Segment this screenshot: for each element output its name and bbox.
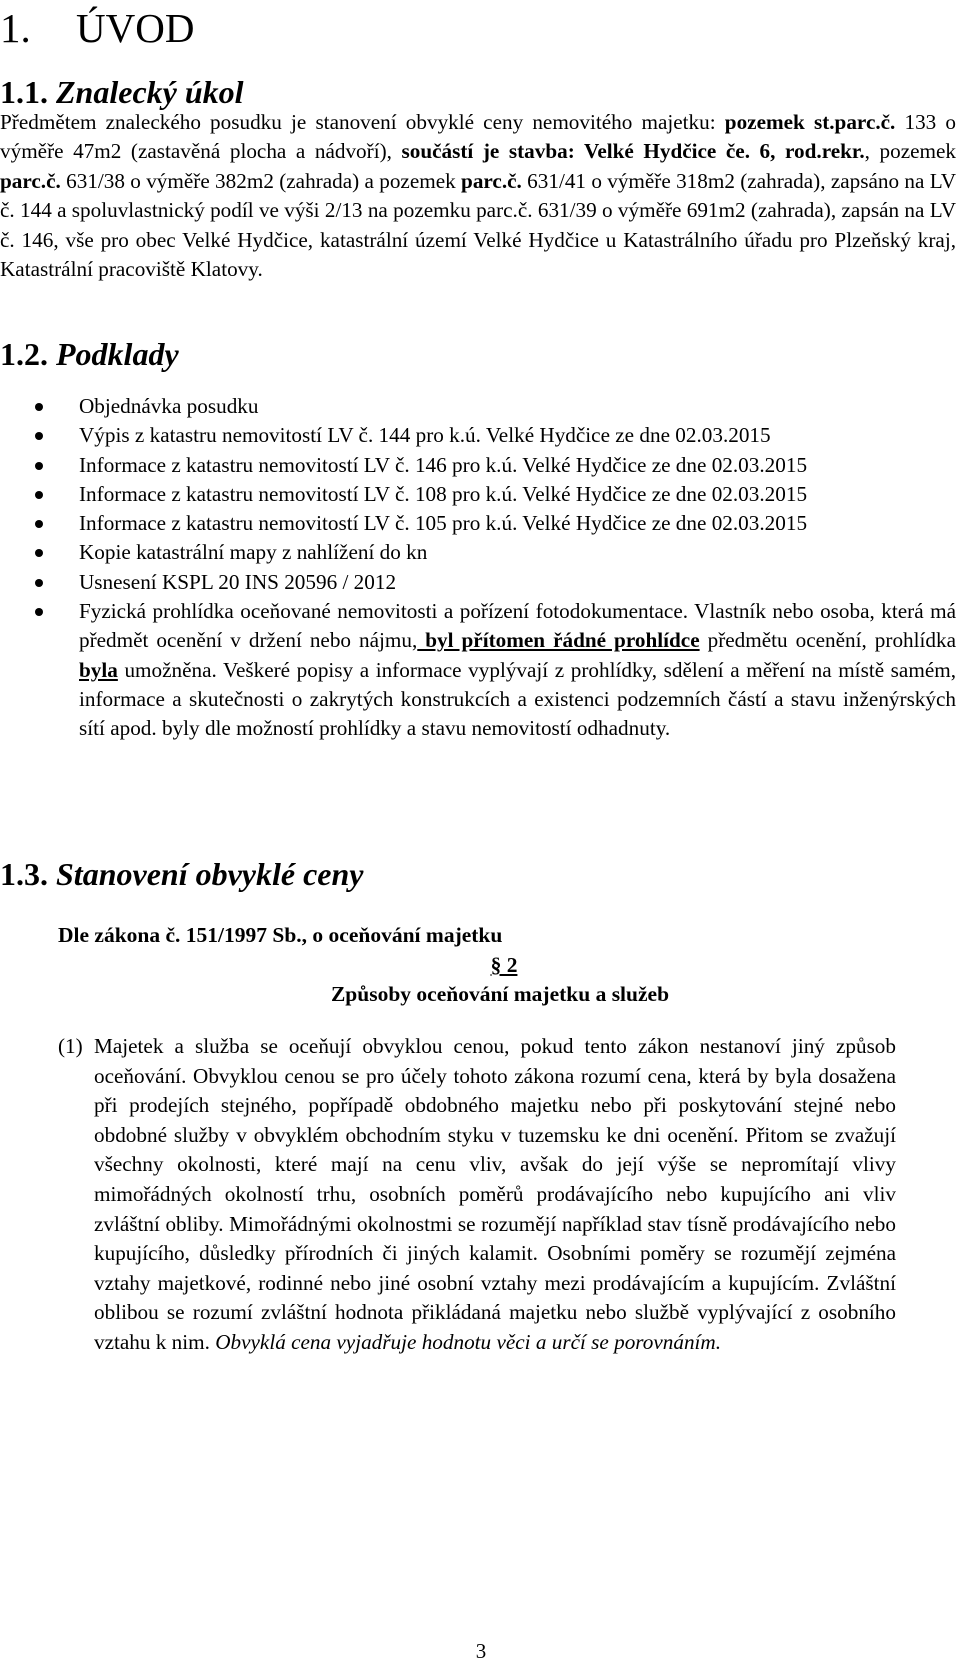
- section-heading-znalecky-ukol: [0, 72, 244, 112]
- section-heading-stanoveni: [0, 854, 363, 894]
- inspection-text: předmětu ocenění, prohlídka: [699, 628, 956, 653]
- task-text: Předmětem znaleckého posudku je stanovení obvyklé ceny nemovitého majetku:: [0, 110, 725, 134]
- paragraph-sign: [0, 950, 960, 980]
- page-number: 3: [475, 1639, 487, 1663]
- chapter-heading: [0, 2, 194, 54]
- task-bold: parc.č.: [0, 168, 61, 193]
- task-text: , pozemek: [864, 139, 956, 164]
- list-item: Informace z katastru nemovitostí LV č. 108 pro k.ú. Velké Hydčice ze dne 02.03.2015: [0, 480, 960, 509]
- list-item: Objednávka posudku: [0, 392, 960, 421]
- inspection-underlined: byla: [79, 657, 118, 682]
- list-item: Informace z katastru nemovitostí LV č. 105 pro k.ú. Velké Hydčice ze dne 02.03.2015: [0, 509, 960, 538]
- list-item: Kopie katastrální mapy z nahlížení do kn: [0, 538, 960, 567]
- section-title: Znalecký úkol: [56, 74, 244, 110]
- paragraph-sign-text: § 2: [490, 953, 518, 977]
- inspection-text: Fyzická prohlídka oceňované nemovitosti a pořízení fotodokumentace. Vlastník nebo osoba, která má předmět ocenění v držení nebo nájmu,: [79, 599, 956, 653]
- task-text: 631/41 o výměře 318m2 (zahrada), zapsáno na LV č. 144 a spoluvlastnický podíl ve výši 2/13 na pozemku parc.č. 631/39 o výměře 691m2 (zahrada), zapsán na LV č. 146, vše pro obec Velké Hydčice, katastrální území Velké Hydčice u Katastrálního úřadu pro Plzeňský kraj, Katastrální pracoviště Klatovy.: [0, 168, 957, 282]
- section-heading-podklady: [0, 334, 179, 374]
- section-title: Stanovení obvyklé ceny: [56, 856, 364, 892]
- chapter-title: ÚVOD: [76, 5, 195, 51]
- list-item: Výpis z katastru nemovitostí LV č. 144 pro k.ú. Velké Hydčice ze dne 02.03.2015: [0, 421, 960, 450]
- task-bold: pozemek st.parc.č.: [724, 110, 896, 134]
- task-bold: parc.č.: [461, 168, 522, 193]
- task-paragraph: [0, 108, 956, 284]
- task-bold: součástí je stavba: Velké Hydčice če. 6, rod.rekr.: [401, 139, 865, 164]
- sources-list: [0, 392, 960, 744]
- section-number: 1.2.: [0, 336, 48, 372]
- section-number: 1.3.: [0, 856, 48, 892]
- clause-body: [94, 1032, 896, 1358]
- clause-text: Majetek a služba se oceňují obvyklou cenou, pokud tento zákon nestanoví jiný způsob oceňování. Obvyklou cenou se pro účely tohoto zákona rozumí cena, která by byla dosažena při prodejích stejného, popřípadě obdobného majetku nebo při poskytování stejné nebo obdobné služby v obvyklém obchodním styku v tuzemsku ke dni ocenění. Přitom se zvažují všechny okolnosti, které mají na cenu vliv, avšak do její výše se nepromítají vlivy mimořádných okolností trhu, osobních poměrů prodávajícího nebo kupujícího ani vliv zvláštní obliby. Mimořádnými okolnostmi se rozumějí například stav tísně prodávajícího nebo kupujícího, důsledky přírodních či jiných kalamit. Osobními poměry se rozumějí zejména vztahy majetkové, rodinné nebo jiné osobní vztahy mezi prodávajícím a kupujícím. Zvláštní oblibou se rozumí zvláštní hodnota přikládaná majetku nebo službě vyplývající z osobního vztahu k nim.: [94, 1034, 896, 1354]
- chapter-number: 1.: [0, 5, 31, 51]
- task-text: 631/38 o výměře 382m2 (zahrada) a pozemek: [60, 168, 462, 193]
- paragraph-title: Způsoby oceňování majetku a služeb: [330, 982, 670, 1006]
- clause-number: (1): [58, 1034, 83, 1058]
- section-title: Podklady: [56, 336, 179, 372]
- law-clause: [58, 1032, 896, 1358]
- inspection-text: umožněna. Veškeré popisy a informace vyplývají z prohlídky, sdělení a měření na místě samém, informace a skutečnosti o zakrytých konstrukcích a existenci podzemních částí a stavu inženýrských sítí apod. byly dle možností prohlídky a stavu nemovitostí odhadnuty.: [79, 657, 956, 741]
- inspection-underlined: byl přítomen řádné prohlídce: [417, 628, 700, 653]
- clause-italic: Obvyklá cena vyjadřuje hodnotu věci a určí se porovnáním.: [215, 1329, 722, 1354]
- task-text: 133 o výměře 47m2 (zastavěná plocha a nádvoří),: [0, 110, 957, 164]
- section-number: 1.1.: [0, 74, 48, 110]
- law-title: Dle zákona č. 151/1997 Sb., o oceňování majetku: [58, 923, 503, 947]
- list-item: Usnesení KSPL 20 INS 20596 / 2012: [0, 568, 960, 597]
- list-item: Informace z katastru nemovitostí LV č. 146 pro k.ú. Velké Hydčice ze dne 02.03.2015: [0, 451, 960, 480]
- list-item-inspection: [0, 597, 960, 743]
